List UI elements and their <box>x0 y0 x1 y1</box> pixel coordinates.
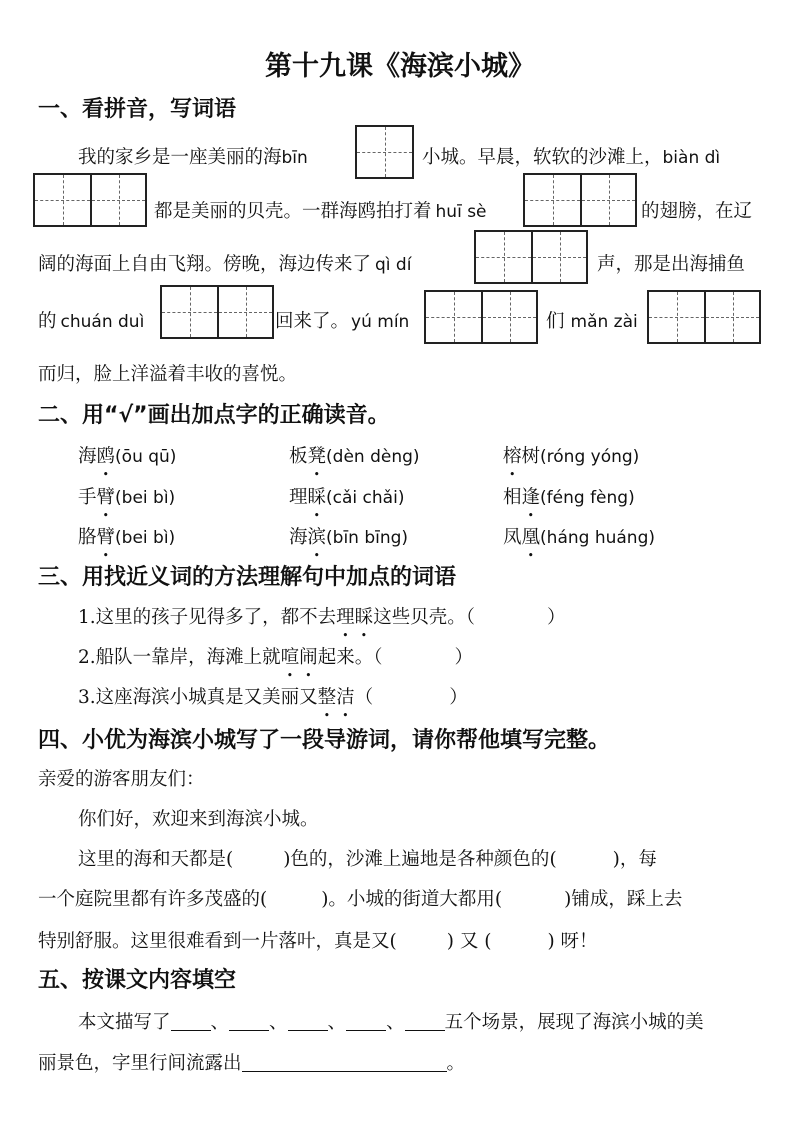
s5-line-2: 丽景色，字里行间流露出 。 <box>38 1053 466 1074</box>
text: 我的家乡是一座美丽的海 <box>78 147 282 168</box>
reading-item[interactable]: 凤凰(háng huáng) <box>503 527 655 548</box>
answer-grid-manzai[interactable] <box>647 290 761 344</box>
reading-row-2 <box>78 483 635 509</box>
answer-grid-biandi[interactable] <box>33 173 147 227</box>
pinyin-qidi: qì dí <box>375 255 412 275</box>
reading-item[interactable]: 榕树(róng yóng) <box>503 446 640 467</box>
reading-item[interactable]: 胳臂(bei bì) <box>78 527 176 548</box>
pinyin-bin: bīn <box>281 148 308 168</box>
s1-line-2 <box>154 197 487 223</box>
reading-item[interactable]: 海滨(bīn bīng) <box>289 527 409 548</box>
reading-item[interactable]: 手臂(bei bì) <box>78 487 176 508</box>
s5-line-1: 本文描写了 、 、 、 、 五个场景，展现了海滨小城的美 <box>78 1012 704 1033</box>
reading-item[interactable]: 海鸥(ōu qū) <box>78 446 177 467</box>
text: 阔的海面上自由飞翔。傍晚，海边传来了 <box>38 254 372 275</box>
section-4-heading: 四、小优为海滨小城写了一段导游词，请你帮他填写完整。 <box>38 728 611 753</box>
s4-welcome: 你们好，欢迎来到海滨小城。 <box>78 809 319 830</box>
section-5-heading: 五、按课文内容填空 <box>38 968 237 993</box>
s1-line-4c <box>546 307 638 333</box>
s1-line-2b: 的翅膀，在辽 <box>641 201 753 222</box>
reading-item[interactable]: 理睬(cǎi chǎi) <box>289 487 405 508</box>
reading-item[interactable]: 相逢(féng fèng) <box>503 487 635 508</box>
s4-para-2: 一个庭院里都有许多茂盛的( )。小城的街道大都用( )铺成，踩上去 <box>38 889 683 910</box>
s1-line-3b: 声，那是出海捕鱼 <box>597 254 746 275</box>
s1-line-4 <box>38 307 144 333</box>
reading-row-1 <box>78 442 639 468</box>
s1-line-3 <box>38 250 411 276</box>
answer-blank[interactable] <box>229 1010 269 1031</box>
s4-para-1: 这里的海和天都是( )色的，沙滩上遍地是各种颜色的( )，每 <box>78 849 657 870</box>
s4-greeting: 亲爱的游客朋友们： <box>38 769 205 790</box>
text: 们 <box>546 311 565 332</box>
pinyin-manzai: mǎn zài <box>570 312 638 332</box>
s4-para-3: 特别舒服。这里很难看到一片落叶，真是又( ) 又 ( ) 呀！ <box>38 931 598 952</box>
answer-grid-bin[interactable] <box>355 125 414 179</box>
s1-line-4b <box>275 307 409 333</box>
section-3-heading: 三、用找近义词的方法理解句中加点的词语 <box>38 565 457 590</box>
section-2-heading: 二、用“√”画出加点字的正确读音。 <box>38 403 390 428</box>
page-title: 第十九课《海滨小城》 <box>265 51 535 82</box>
answer-blank[interactable] <box>346 1010 386 1031</box>
s3-question-1: 1.这里的孩子见得多了，都不去理睬这些贝壳。（ ） <box>78 607 566 628</box>
reading-item[interactable]: 板凳(dèn dèng) <box>289 446 420 467</box>
answer-grid-yumin[interactable] <box>424 290 538 344</box>
s1-line-1b <box>422 143 720 169</box>
pinyin-yumin: yú mín <box>351 312 410 332</box>
answer-blank[interactable] <box>405 1010 445 1031</box>
pinyin-huise: huī sè <box>435 202 487 222</box>
text: 的 <box>38 311 57 332</box>
s3-question-2: 2.船队一靠岸，海滩上就喧闹起来。（ ） <box>78 647 473 668</box>
answer-grid-chuandui[interactable] <box>160 285 274 339</box>
pinyin-chuandui: chuán duì <box>60 312 145 332</box>
answer-blank[interactable] <box>171 1010 211 1031</box>
text: 都是美丽的贝壳。一群海鸥拍打着 <box>154 201 432 222</box>
answer-blank[interactable] <box>242 1051 447 1072</box>
reading-row-3 <box>78 523 655 549</box>
pinyin-biandi: biàn dì <box>662 148 721 168</box>
s1-line-1 <box>78 143 308 169</box>
s3-question-3: 3.这座海滨小城真是又美丽又整洁（ ） <box>78 687 468 708</box>
text: 小城。早晨，软软的沙滩上， <box>422 147 663 168</box>
answer-grid-huise[interactable] <box>523 173 637 227</box>
s1-line-5: 而归，脸上洋溢着丰收的喜悦。 <box>38 364 298 385</box>
text: 回来了。 <box>275 311 350 332</box>
answer-blank[interactable] <box>288 1010 328 1031</box>
answer-grid-qidi[interactable] <box>474 230 588 284</box>
section-1-heading: 一、看拼音，写词语 <box>38 97 237 122</box>
